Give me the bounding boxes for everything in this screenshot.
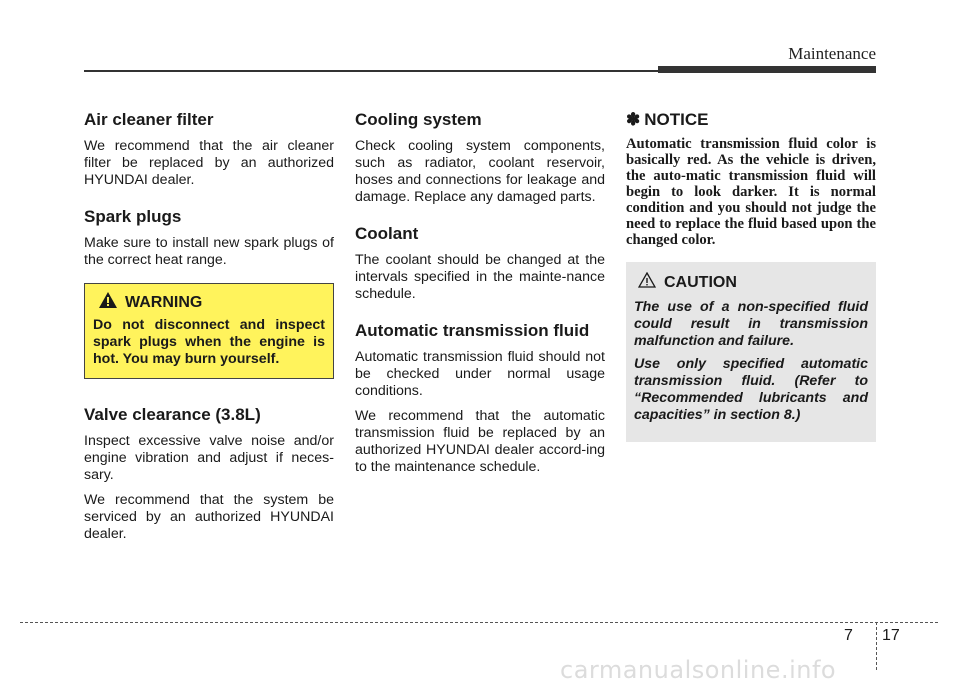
valve-clearance-heading: Valve clearance (3.8L): [84, 405, 261, 424]
footer-rule: [20, 622, 938, 623]
spark-plugs-text: Make sure to install new spark plugs of the correct heat range.: [84, 235, 334, 268]
notice-title: NOTICE: [644, 110, 709, 129]
warning-text: Do not disconnect and inspect spark plugs when the engine is hot. You may burn yourself.: [93, 317, 325, 367]
column-middle: [355, 110, 605, 484]
spark-plugs-heading: Spark plugs: [84, 207, 182, 226]
warning-box: [84, 283, 334, 379]
cooling-system-text: Check cooling system components, such as radiator, coolant reservoir, hoses and connections for leakage and damage. Replace any damaged parts.: [355, 138, 605, 205]
caution-title: CAUTION: [664, 273, 737, 291]
atf-text-1: Automatic transmission fluid should not be checked under normal usage conditions.: [355, 349, 605, 399]
column-right: [626, 110, 876, 442]
coolant-text: The coolant should be changed at the intervals specified in the mainte-nance schedule.: [355, 252, 605, 302]
watermark: carmanualsonline.info: [560, 656, 837, 684]
header-rule: [84, 70, 664, 72]
notice-icon: ✽: [626, 110, 641, 129]
section-title: Maintenance: [788, 44, 876, 63]
column-left: [84, 110, 334, 551]
caution-text-2: Use only specified automatic transmission fluid. (Refer to “Recommended lubricants and capacities” in section 8.): [634, 356, 868, 423]
atf-heading: Automatic transmission fluid: [355, 321, 590, 340]
chapter-number: 7: [844, 627, 853, 644]
caution-icon: [638, 272, 656, 293]
header-rule-thick: [658, 66, 876, 73]
warning-icon: [99, 292, 117, 313]
caution-box: [626, 262, 876, 442]
coolant-heading: Coolant: [355, 224, 419, 243]
air-filter-text: We recommend that the air cleaner filter be replaced by an authorized HYUNDAI dealer.: [84, 138, 334, 188]
page-number: 17: [882, 627, 900, 644]
notice-heading: [626, 110, 876, 130]
air-filter-heading: Air cleaner filter: [84, 110, 214, 129]
atf-text-2: We recommend that the automatic transmission fluid be replaced by an authorized HYUNDAI dealer accord-ing to the maintenance schedule.: [355, 408, 605, 475]
warning-title: WARNING: [125, 293, 203, 311]
cooling-system-heading: Cooling system: [355, 110, 482, 129]
notice-text: Automatic transmission fluid color is basically red. As the vehicle is driven, the auto-matic transmission fluid will begin to look darker. It is normal condition and you should not judge the need to replace the fluid based upon the changed color.: [626, 136, 876, 248]
valve-clearance-text-1: Inspect excessive valve noise and/or engine vibration and adjust if neces-sary.: [84, 433, 334, 483]
valve-clearance-text-2: We recommend that the system be serviced by an authorized HYUNDAI dealer.: [84, 492, 334, 542]
page-divider: [876, 622, 877, 670]
caution-text-1: The use of a non-specified fluid could result in transmission malfunction and failure.: [634, 299, 868, 349]
